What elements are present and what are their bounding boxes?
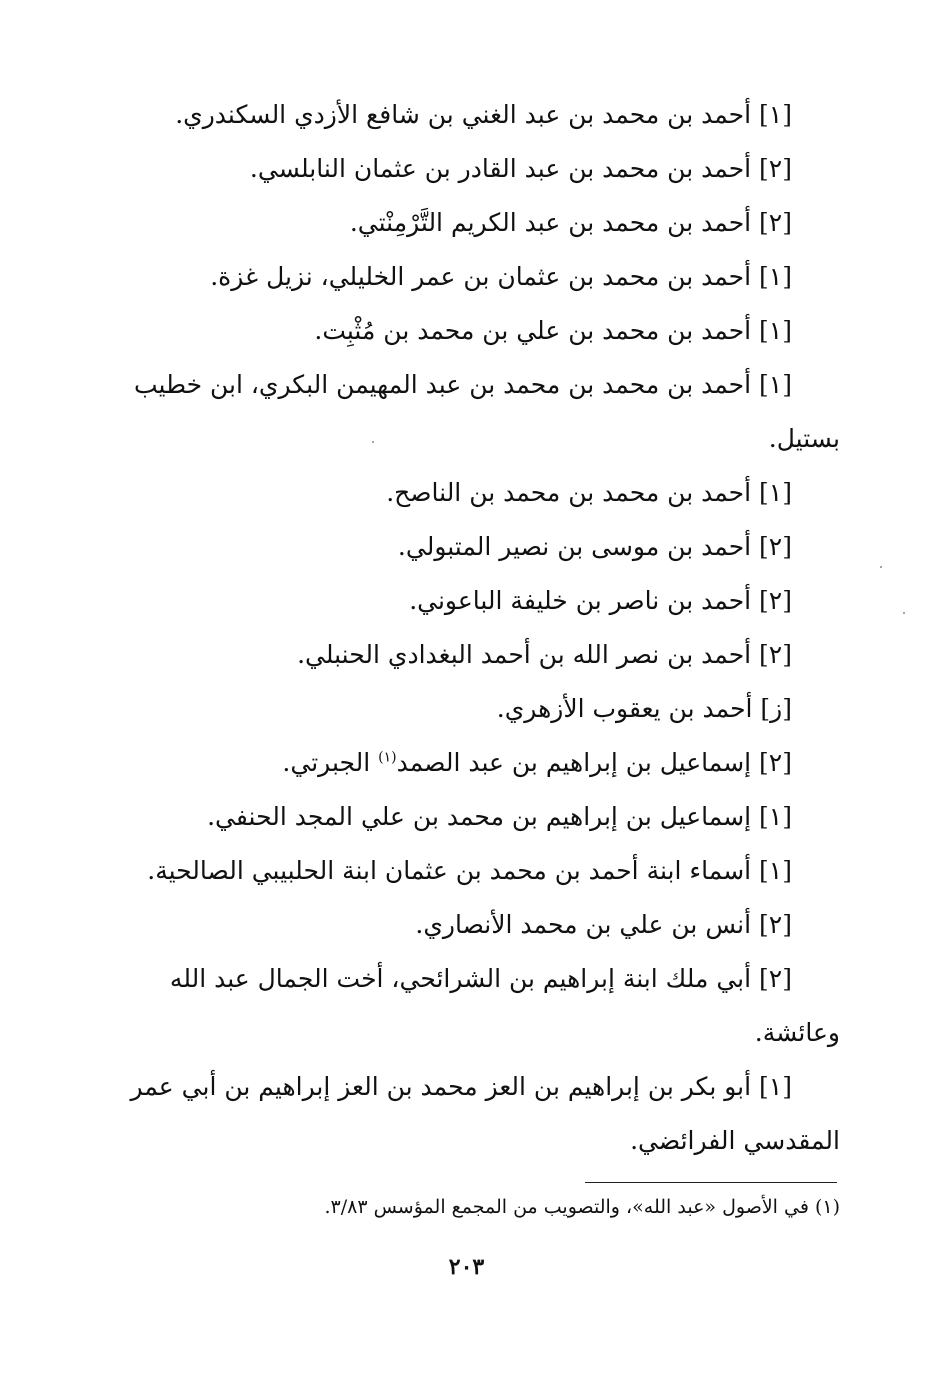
list-item-continuation: بستيل.	[768, 424, 840, 453]
footnote-marker: (١)	[378, 749, 397, 766]
scan-speck	[880, 566, 882, 568]
list-item	[100, 736, 840, 790]
scan-speck	[372, 441, 374, 443]
list-item: [١] أحمد بن محمد بن علي بن محمد بن مُثْبِت.	[314, 316, 792, 345]
list-item-continuation: المقدسي الفرائضي.	[630, 1126, 840, 1155]
list-item-line: [٢] أبي ملك ابنة إبراهيم بن الشرائحي، أخت الجمال عبد الله	[169, 964, 792, 993]
list-item: [١] أحمد بن محمد بن عبد الغني بن شافع الأزدي السكندري.	[175, 100, 792, 129]
list-item	[100, 1060, 840, 1168]
page-number: ٢٠٣	[448, 1254, 485, 1280]
list-item: [١] أحمد بن محمد بن محمد بن الناصح.	[386, 478, 792, 507]
list-item: [١] إسماعيل بن إبراهيم بن محمد بن علي المجد الحنفي.	[207, 802, 792, 831]
list-item	[100, 952, 840, 1060]
list-item-text: الجبرتي.	[282, 748, 379, 777]
list-item: [٢] أحمد بن نصر الله بن أحمد البغدادي الحنبلي.	[297, 640, 792, 669]
list-item: [١] أسماء ابنة أحمد بن محمد بن عثمان ابنة الحلبيبي الصالحية.	[147, 856, 792, 885]
list-item: [ز] أحمد بن يعقوب الأزهري.	[496, 694, 792, 723]
list-item: [٢] أنس بن علي بن محمد الأنصاري.	[415, 910, 792, 939]
list-item: [١] أحمد بن محمد بن عثمان بن عمر الخليلي، نزيل غزة.	[210, 262, 792, 291]
list-item: [٢] أحمد بن محمد بن عبد الكريم التَّرْمِنْتي.	[349, 208, 792, 237]
entry-list	[100, 88, 840, 1168]
list-item-line: [١] أبو بكر بن إبراهيم بن العز محمد بن العز إبراهيم بن أبي عمر	[130, 1072, 792, 1101]
list-item: [٢] أحمد بن موسى بن نصير المتبولي.	[397, 532, 792, 561]
list-item: [٢] أحمد بن ناصر بن خليفة الباعوني.	[409, 586, 792, 615]
list-item	[100, 358, 840, 466]
list-item: [٢] أحمد بن محمد بن عبد القادر بن عثمان النابلسي.	[249, 154, 792, 183]
footnote: (١) في الأصول «عبد الله»، والتصويب من المجمع المؤسس ٣/٨٣.	[324, 1196, 840, 1218]
list-item-line: [١] أحمد بن محمد بن محمد بن عبد المهيمن البكري، ابن خطيب	[133, 370, 792, 399]
scan-speck	[903, 612, 905, 614]
list-item-text: [٢] إسماعيل بن إبراهيم بن عبد الصمد	[396, 748, 792, 777]
list-item-continuation: وعائشة.	[754, 1018, 840, 1047]
footnote-divider	[585, 1182, 837, 1183]
